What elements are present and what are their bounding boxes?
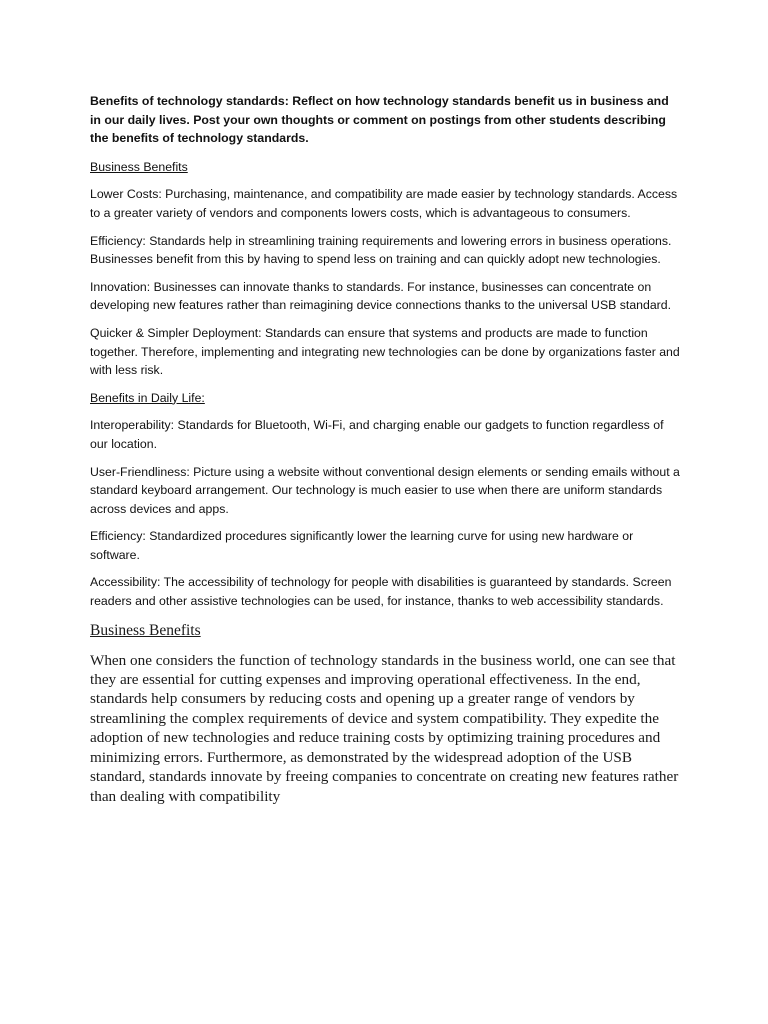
essay-paragraph: When one considers the function of technology standards in the business world, one can see that they are essential for cutting expenses and improving operational effectiveness. In the end, standards help consumers by reducing costs and opening up a greater range of vendors by streamlining the complex requirements of device and system compatibility. They expedite the adoption of new technologies and reduce training costs by optimizing training procedures and minimizing errors. Furthermore, as demonstrated by the widespread adoption of the USB standard, standards innovate by freeing companies to concentrate on creating new features rather than dealing with compatibility [90,651,679,805]
essay-section [90,621,680,806]
benefit-accessibility: Accessibility: The accessibility of technology for people with disabilities is guaranteed by standards. Screen readers and other assistive technologies can be used, for instance, thanks to web accessibility standards. [90,575,672,609]
essay-heading: Business Benefits [90,621,201,639]
daily-life-heading: Benefits in Daily Life: [90,390,205,405]
benefit-efficiency: Efficiency: Standards help in streamlining training requirements and lowering errors in business operations. Businesses benefit from this by having to spend less on training and can quickly adopt new technologies. [90,233,672,267]
benefit-user-friendliness: User-Friendliness: Picture using a website without conventional design elements or sending emails without a standard keyboard arrangement. Our technology is much easier to use when there are uniform standards across devices and apps. [90,464,680,516]
document-body [90,92,680,806]
benefit-deployment: Quicker & Simpler Deployment: Standards can ensure that systems and products are made to function together. Therefore, implementing and integrating new technologies can be done by organizations faster and with less risk. [90,325,680,378]
business-benefits-heading: Business Benefits [90,159,188,174]
benefit-innovation: Innovation: Businesses can innovate thanks to standards. For instance, businesses can concentrate on developing new features rather than reimagining device connections thanks to the universal USB standard. [90,279,672,313]
benefit-lower-costs: Lower Costs: Purchasing, maintenance, and compatibility are made easier by technology standards. Access to a greater variety of vendors and components lowers costs, which is advantageous to consumers. [90,187,678,220]
benefit-daily-efficiency: Efficiency: Standardized procedures significantly lower the learning curve for using new hardware or software. [90,529,634,562]
discussion-prompt: Benefits of technology standards: Reflect on how technology standards benefit us in business and in our daily lives. Post your own thoughts or comment on postings from other students describing the benefits of technology standards. [90,94,669,146]
benefit-interoperability: Interoperability: Standards for Bluetooth, Wi-Fi, and charging enable our gadgets to function regardless of our location. [90,418,664,451]
